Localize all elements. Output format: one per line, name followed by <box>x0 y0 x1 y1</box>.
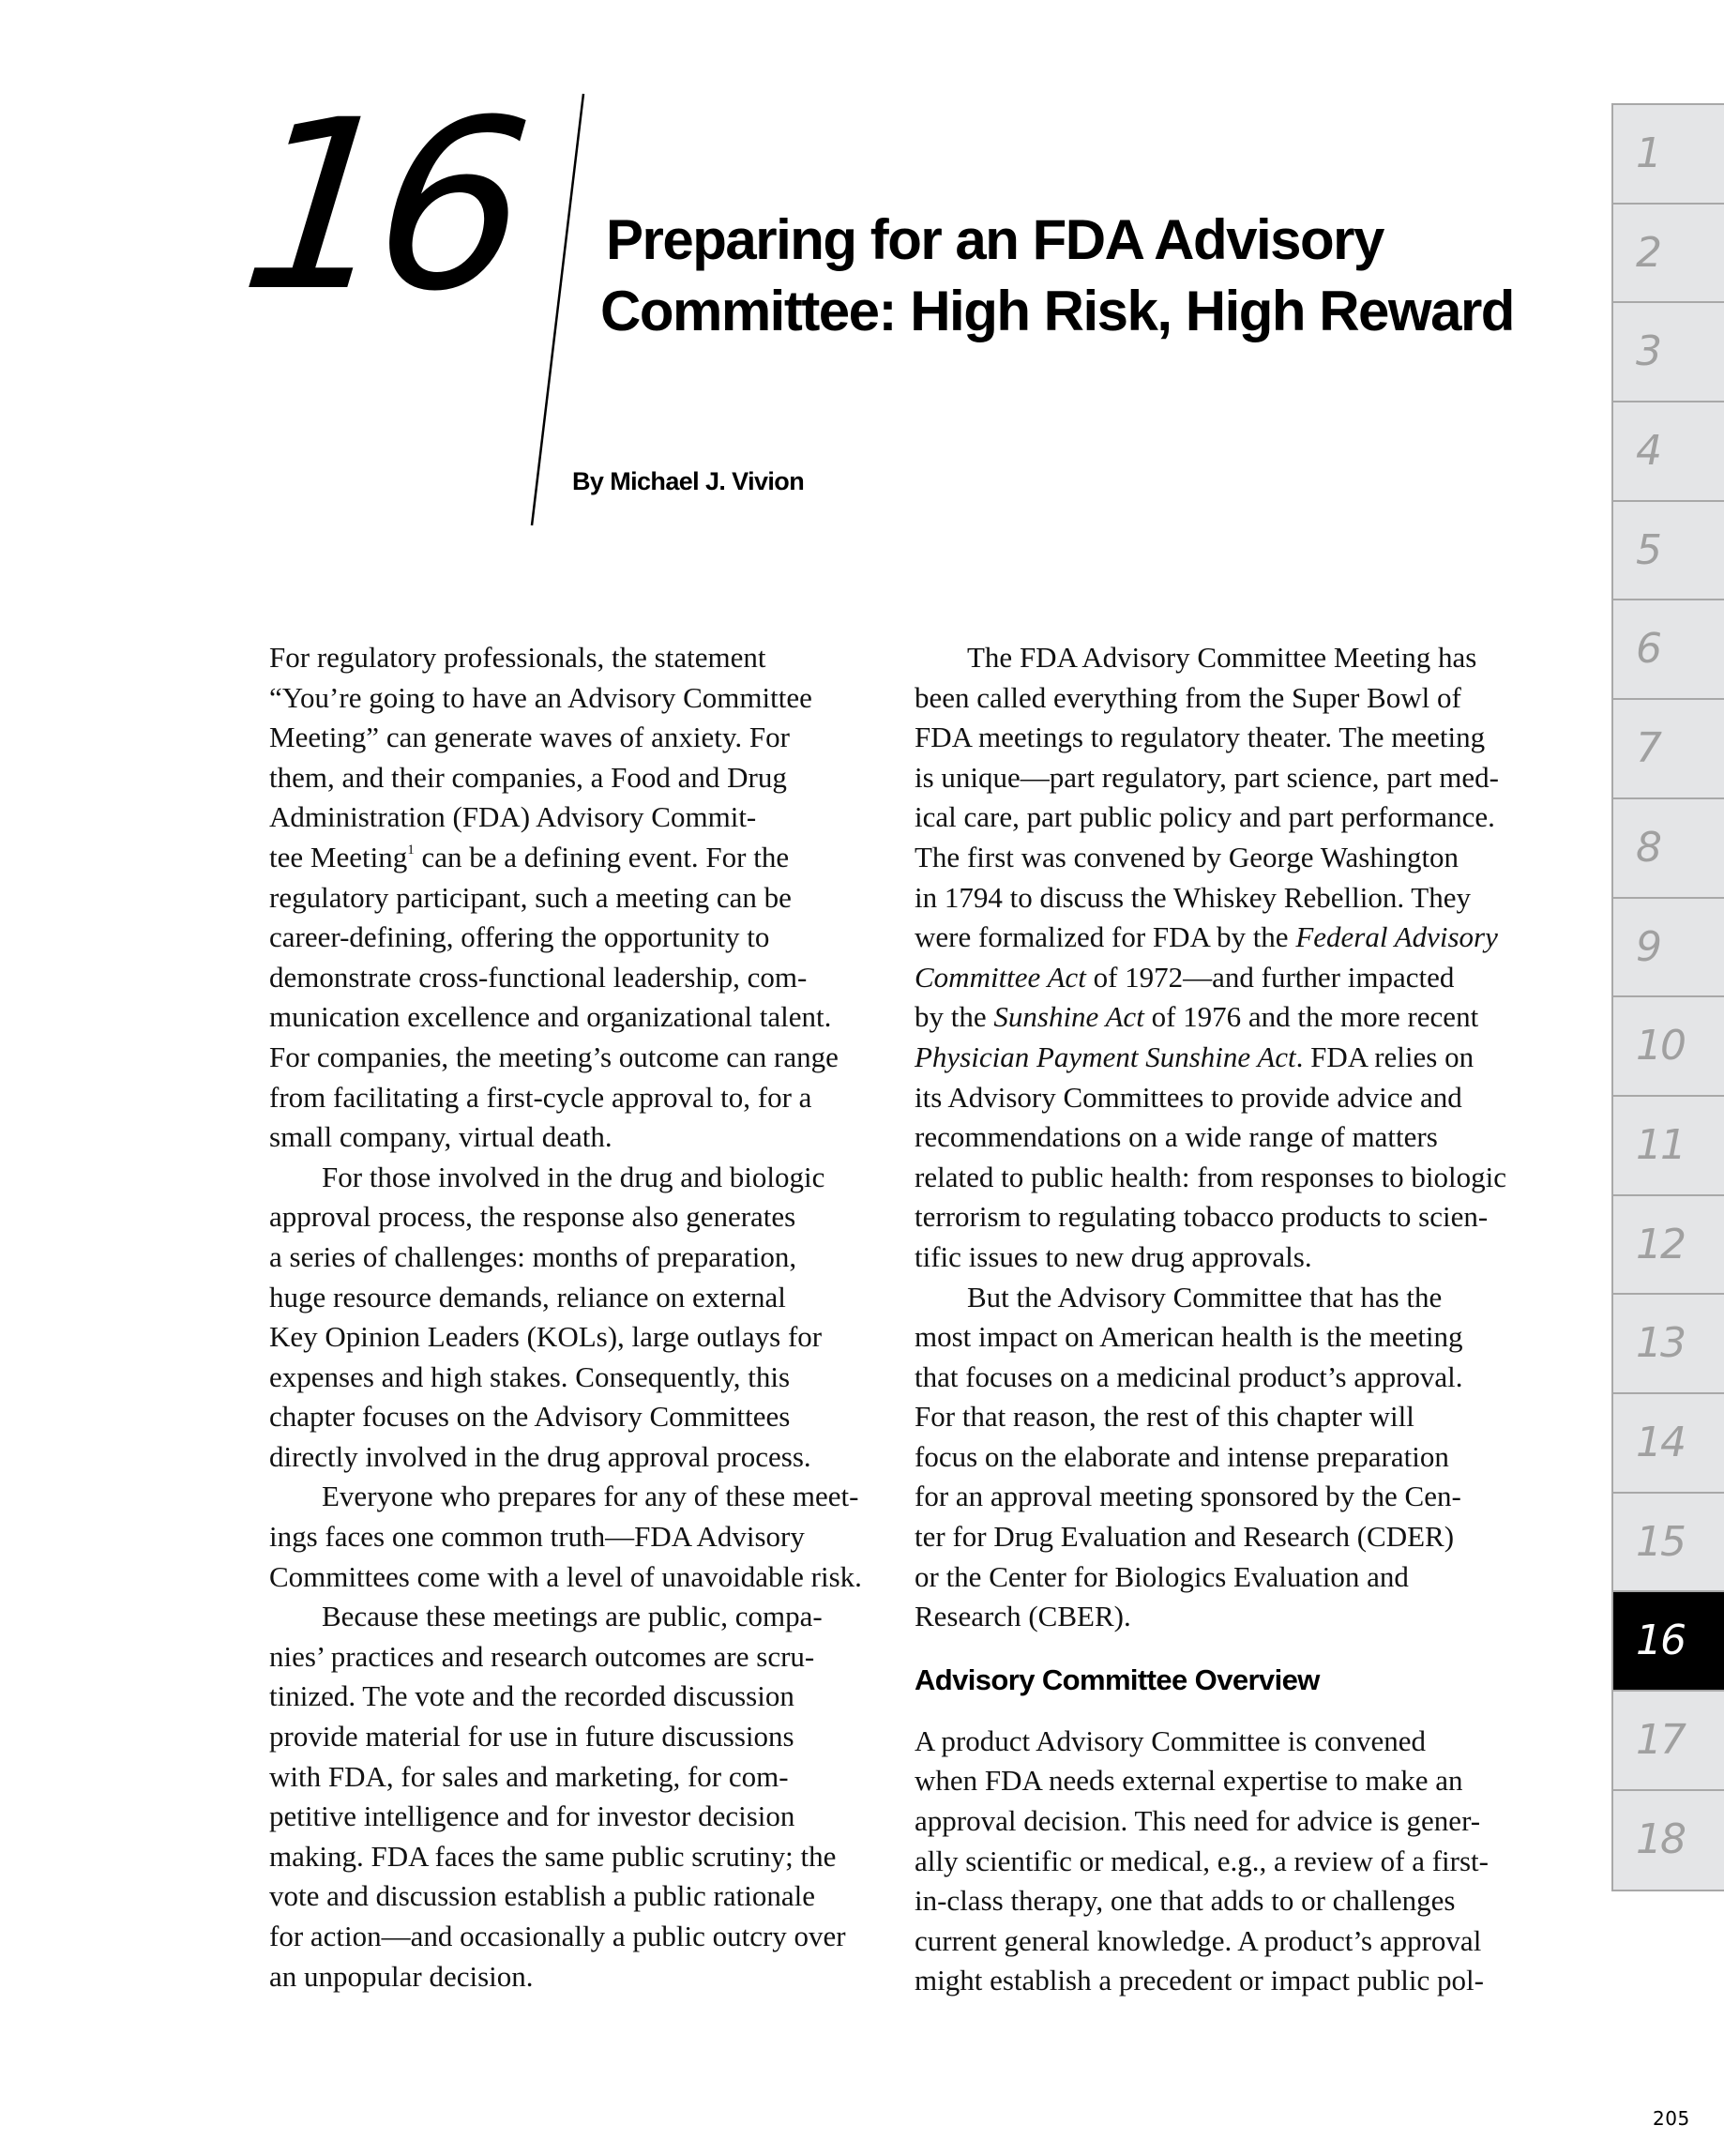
tab-label: 4 <box>1636 427 1660 476</box>
text-line: For those involved in the drug and biologic <box>322 1160 825 1193</box>
text-line: Committees come with a level of unavoidable risk. <box>269 1559 862 1593</box>
text-line: For regulatory professionals, the statement <box>269 641 766 674</box>
text-line: petitive intelligence and for investor decision <box>269 1799 795 1833</box>
text-line: Administration (FDA) Advisory Commit- <box>269 800 757 834</box>
text-line: making. FDA faces the same public scrutiny; the <box>269 1839 837 1873</box>
text-line: for an approval meeting sponsored by the Cen- <box>915 1480 1461 1513</box>
text-line: with FDA, for sales and marketing, for com- <box>269 1759 789 1793</box>
text-line: ter for Drug Evaluation and Research (CDER) <box>915 1520 1455 1554</box>
tab-label: 15 <box>1636 1517 1685 1566</box>
text-line: “You’re going to have an Advisory Committee <box>269 680 812 714</box>
text-line: focus on the elaborate and intense preparation <box>915 1439 1449 1473</box>
text-line <box>269 838 879 878</box>
text-line: The first was convened by George Washington <box>915 840 1459 873</box>
chapter-tab-12[interactable] <box>1613 1196 1724 1296</box>
tab-label: 6 <box>1636 625 1660 674</box>
tab-label: 8 <box>1636 823 1660 872</box>
text-line: regulatory participant, such a meeting can be <box>269 880 792 914</box>
text-line: been called everything from the Super Bowl of <box>915 680 1461 714</box>
tab-label: 13 <box>1636 1319 1685 1368</box>
text-line: most impact on American health is the meeting <box>915 1320 1463 1354</box>
paragraph <box>915 638 1515 1278</box>
italic-act-name: Sunshine Act <box>993 1000 1144 1034</box>
text-line: in-class therapy, one that adds to or challenges <box>915 1884 1456 1918</box>
paragraph <box>269 1158 879 1478</box>
section-heading: Advisory Committee Overview <box>915 1663 1320 1696</box>
text-span: by the <box>915 1000 994 1034</box>
chapter-tab-17[interactable] <box>1613 1692 1724 1791</box>
text-line: FDA meetings to regulatory theater. The meeting <box>915 721 1486 754</box>
chapter-tab-14[interactable] <box>1613 1394 1724 1494</box>
text-line <box>915 918 1515 958</box>
chapter-tab-9[interactable] <box>1613 899 1724 998</box>
tab-label: 10 <box>1636 1022 1685 1070</box>
chapter-tab-2[interactable] <box>1613 205 1724 304</box>
text-span: were formalized for FDA by the <box>915 920 1296 954</box>
text-line: For companies, the meeting’s outcome can range <box>269 1040 839 1073</box>
tab-label: 3 <box>1636 327 1660 376</box>
text-line: A product Advisory Committee is convened <box>915 1723 1427 1757</box>
text-span: of 1976 and the more recent <box>1143 1000 1479 1034</box>
text-line: nies’ practices and research outcomes are scru- <box>269 1639 815 1673</box>
text-line: a series of challenges: months of preparation, <box>269 1239 797 1273</box>
chapter-tabs <box>1611 103 1724 1891</box>
text-line: that focuses on a medicinal product’s approval. <box>915 1359 1463 1393</box>
tab-label: 5 <box>1636 525 1660 574</box>
text-line: terrorism to regulating tobacco products to scien- <box>915 1200 1489 1234</box>
text-line: Everyone who prepares for any of these meet- <box>322 1480 859 1513</box>
text-line: approval process, the response also generates <box>269 1200 796 1234</box>
text-line: But the Advisory Committee that has the <box>967 1280 1443 1313</box>
text-line: in 1794 to discuss the Whiskey Rebellion. They <box>915 880 1471 914</box>
text-line: Meeting” can generate waves of anxiety. For <box>269 721 790 754</box>
text-line: chapter focuses on the Advisory Committees <box>269 1400 791 1434</box>
text-line: Key Opinion Leaders (KOLs), large outlays for <box>269 1320 823 1354</box>
text-line: ical care, part public policy and part performance. <box>915 800 1495 834</box>
text-line: when FDA needs external expertise to make an <box>915 1764 1463 1798</box>
chapter-tab-13[interactable] <box>1613 1295 1724 1394</box>
tab-label: 2 <box>1636 228 1660 277</box>
text-line: ally scientific or medical, e.g., a review of a first- <box>915 1844 1489 1877</box>
right-text-column <box>915 638 1515 2001</box>
text-line: them, and their companies, a Food and Drug <box>269 760 787 794</box>
chapter-tab-10[interactable] <box>1613 997 1724 1097</box>
author-byline: By Michael J. Vivion <box>572 467 805 495</box>
chapter-tab-6[interactable] <box>1613 600 1724 700</box>
text-line: huge resource demands, reliance on external <box>269 1280 786 1313</box>
text-line: an unpopular decision. <box>269 1959 534 1993</box>
paragraph <box>915 1722 1515 2001</box>
text-line <box>915 958 1515 998</box>
text-line: Because these meetings are public, compa- <box>322 1600 823 1633</box>
chapter-title-line-2: Committee: High Risk, High Reward <box>600 280 1514 342</box>
chapter-tab-15[interactable] <box>1613 1494 1724 1593</box>
text-line <box>915 997 1515 1038</box>
text-line: for action—and occasionally a public outcry over <box>269 1920 846 1952</box>
text-line: expenses and high stakes. Consequently, this <box>269 1359 791 1393</box>
chapter-tab-11[interactable] <box>1613 1097 1724 1196</box>
page-number: 205 <box>1653 2107 1690 2130</box>
tab-label: 9 <box>1636 922 1660 971</box>
italic-act-name: Federal Advisory <box>1295 920 1498 954</box>
chapter-tab-1[interactable] <box>1613 105 1724 205</box>
tab-label: 12 <box>1636 1220 1685 1268</box>
italic-act-name: Committee Act <box>915 960 1086 994</box>
chapter-tab-3[interactable] <box>1613 303 1724 402</box>
text-line: directly involved in the drug approval process. <box>269 1439 811 1473</box>
italic-act-name: Physician Payment Sunshine Act <box>915 1040 1296 1073</box>
tab-label: 16 <box>1636 1617 1685 1665</box>
text-line: approval decision. This need for advice is gener- <box>915 1804 1481 1838</box>
text-line: vote and discussion establish a public rationale <box>269 1879 815 1913</box>
text-line: For that reason, the rest of this chapter will <box>915 1400 1414 1434</box>
text-line: or the Center for Biologics Evaluation and <box>915 1559 1409 1593</box>
text-line: might establish a precedent or impact public pol- <box>915 1964 1484 1997</box>
text-line: current general knowledge. A product’s approval <box>915 1923 1482 1957</box>
paragraph <box>269 1597 879 1997</box>
chapter-tab-4[interactable] <box>1613 402 1724 502</box>
text-line: Research (CBER). <box>915 1600 1131 1633</box>
tab-label: 14 <box>1636 1418 1685 1466</box>
chapter-tab-5[interactable] <box>1613 502 1724 601</box>
text-line: related to public health: from responses to biologic <box>915 1160 1507 1193</box>
tab-label: 17 <box>1636 1716 1685 1764</box>
text-line: tific issues to new drug approvals. <box>915 1239 1312 1273</box>
tab-label: 11 <box>1636 1120 1685 1169</box>
chapter-tab-16-active[interactable] <box>1613 1592 1724 1692</box>
tab-label: 7 <box>1636 724 1660 773</box>
footnote-ref[interactable]: 1 <box>407 842 415 858</box>
text-line: small company, virtual death. <box>269 1120 612 1154</box>
text-line: from facilitating a first-cycle approval to, for a <box>269 1080 812 1114</box>
text-line: The FDA Advisory Committee Meeting has <box>967 641 1477 674</box>
text-span: tee Meeting <box>269 840 408 873</box>
text-line: tinized. The vote and the recorded discussion <box>269 1679 794 1713</box>
paragraph <box>269 1477 879 1597</box>
chapter-tab-8[interactable] <box>1613 799 1724 899</box>
chapter-tab-18[interactable] <box>1613 1791 1724 1890</box>
paragraph <box>915 1278 1515 1637</box>
tab-label: 18 <box>1636 1814 1685 1863</box>
tab-label: 1 <box>1636 129 1660 177</box>
text-span: . FDA relies on <box>1295 1040 1474 1073</box>
chapter-number: 16 <box>231 69 525 342</box>
text-line: demonstrate cross-functional leadership, com- <box>269 960 808 994</box>
text-span: of 1972—and further impacted <box>1085 960 1455 994</box>
chapter-title-line-1: Preparing for an FDA Advisory <box>606 208 1384 271</box>
text-line: recommendations on a wide range of matters <box>915 1120 1438 1154</box>
left-text-column <box>269 638 879 1997</box>
text-line: is unique—part regulatory, part science, part med- <box>915 760 1499 794</box>
text-line <box>915 1038 1515 1078</box>
chapter-tab-7[interactable] <box>1613 700 1724 799</box>
text-span: can be a defining event. For the <box>414 840 790 873</box>
text-line: career-defining, offering the opportunity to <box>269 920 770 954</box>
text-line: its Advisory Committees to provide advice and <box>915 1080 1462 1114</box>
text-line: ings faces one common truth—FDA Advisory <box>269 1520 805 1554</box>
text-line: provide material for use in future discussions <box>269 1720 794 1754</box>
chapter-title <box>600 205 1538 347</box>
paragraph <box>269 638 879 1158</box>
text-line: munication excellence and organizational talent. <box>269 1000 832 1034</box>
